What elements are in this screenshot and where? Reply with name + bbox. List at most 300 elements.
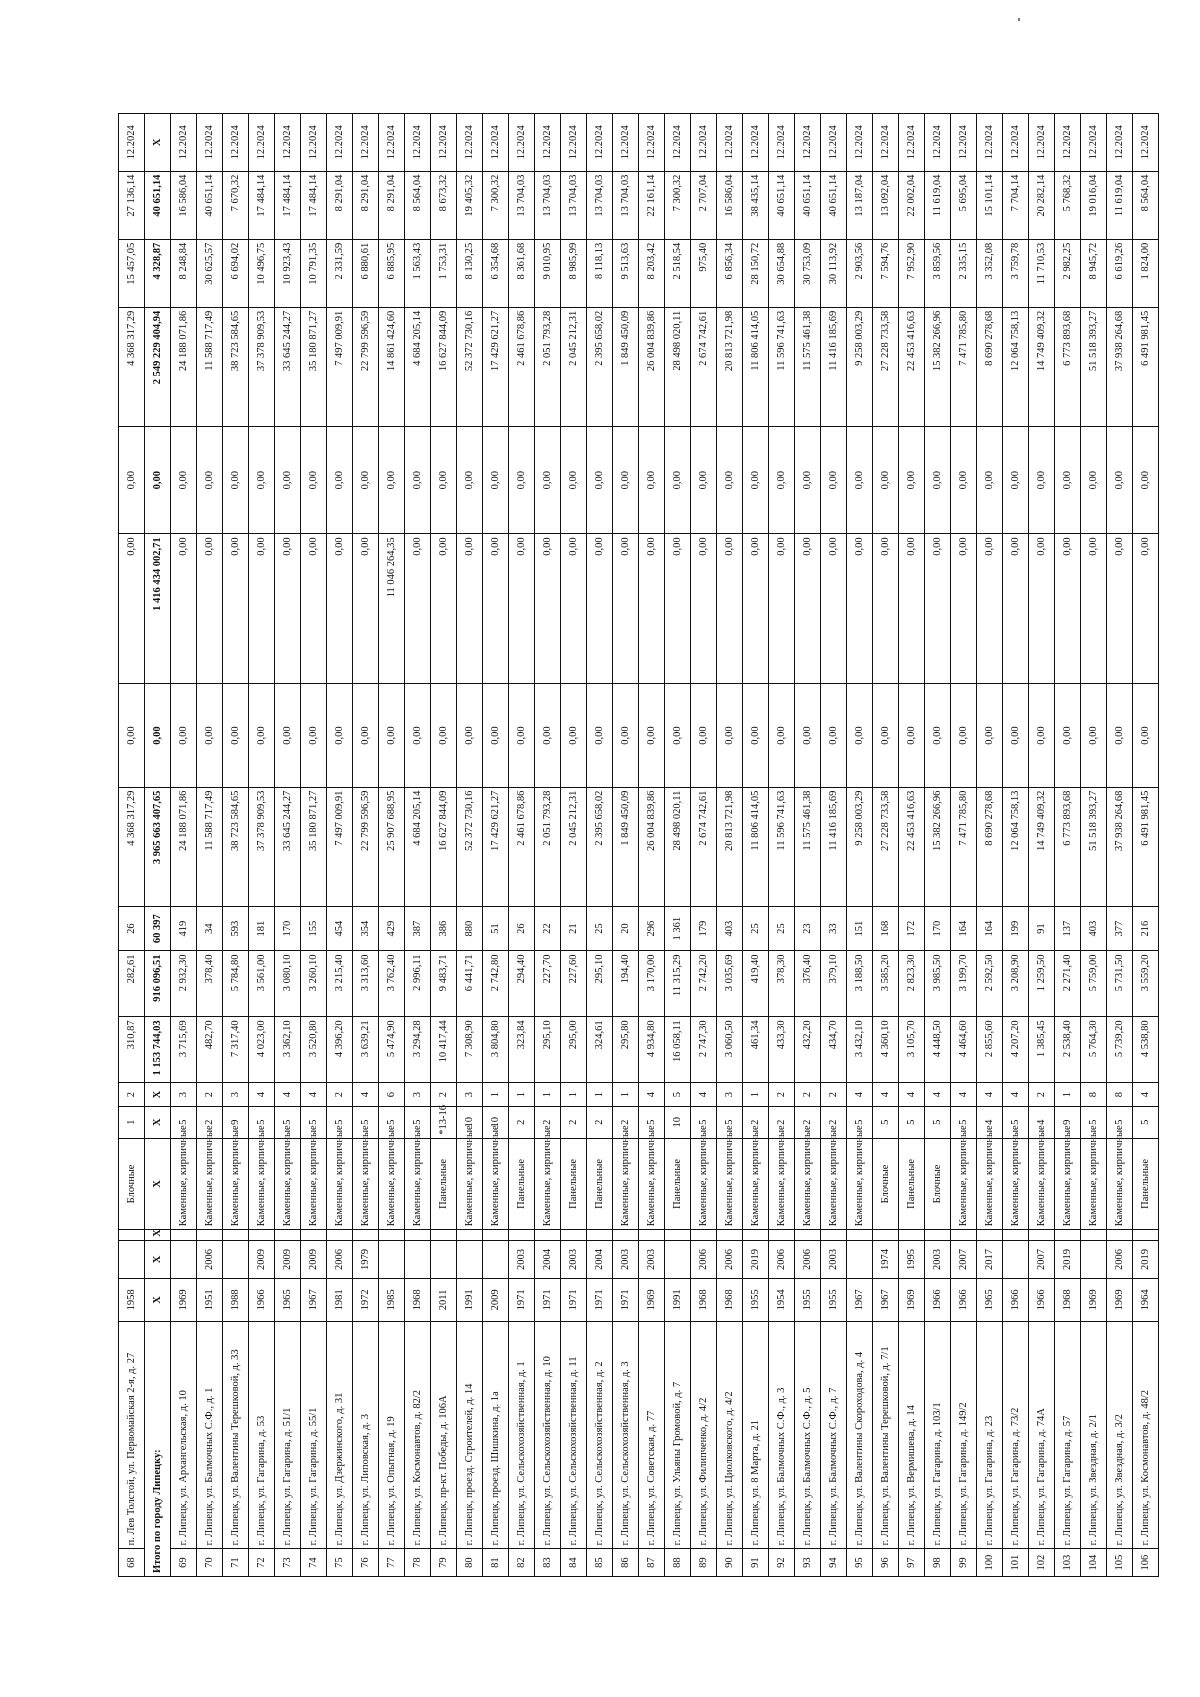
table-cell: 5 bbox=[639, 1106, 665, 1138]
table-cell: 2 bbox=[535, 1106, 561, 1138]
table-cell: 0,00 bbox=[977, 426, 1003, 533]
address-cell: г. Липецк, ул. Звездная, д. 3/2 bbox=[1107, 1321, 1133, 1549]
table-cell: 5 bbox=[951, 1106, 977, 1138]
table-cell: 4 207,20 bbox=[1003, 1017, 1029, 1083]
table-cell: 916 096,51 bbox=[145, 951, 171, 1017]
table-cell: 0,00 bbox=[1107, 684, 1133, 787]
address-cell: г. Липецк, ул. Ульяны Громовой, д. 7 bbox=[665, 1321, 691, 1549]
table-cell: 0,00 bbox=[847, 534, 873, 684]
table-cell: 403 bbox=[1081, 906, 1107, 951]
table-cell: Каменные, кирпичные bbox=[223, 1138, 249, 1230]
table-cell: 0,00 bbox=[951, 684, 977, 787]
table-cell: 0,00 bbox=[925, 684, 951, 787]
table-cell: Каменные, кирпичные bbox=[1029, 1138, 1055, 1230]
table-cell: 0,00 bbox=[1029, 684, 1055, 787]
row-number-cell: 97 bbox=[899, 1549, 925, 1577]
table-cell: 0,00 bbox=[587, 684, 613, 787]
table-cell: 0,00 bbox=[743, 684, 769, 787]
table-cell: 6 441,71 bbox=[457, 951, 483, 1017]
table-cell: 8 690 278,68 bbox=[977, 787, 1003, 906]
table-cell: 1968 bbox=[1055, 1279, 1081, 1322]
table-cell: 7 704,14 bbox=[1003, 171, 1029, 239]
table-cell: 51 518 393,27 bbox=[1081, 307, 1107, 426]
table-cell: 5 bbox=[301, 1106, 327, 1138]
table-cell: 0,00 bbox=[379, 426, 405, 533]
table-row bbox=[327, 114, 353, 1577]
table-cell: 0,00 bbox=[717, 426, 743, 533]
table-row bbox=[561, 114, 587, 1577]
table-cell: 4 023,00 bbox=[249, 1017, 275, 1083]
table-cell: 3 762,40 bbox=[379, 951, 405, 1017]
address-cell: г. Липецк, ул. Гагарина, д. 74А bbox=[1029, 1321, 1055, 1549]
table-cell: 3 208,90 bbox=[1003, 951, 1029, 1017]
table-cell: 9 483,71 bbox=[431, 951, 457, 1017]
table-cell: 4 bbox=[873, 1083, 899, 1106]
table-cell: 5 bbox=[353, 1106, 379, 1138]
table-cell: 8 bbox=[1107, 1083, 1133, 1106]
table-cell: 5 bbox=[925, 1106, 951, 1138]
table-cell: 11 619,04 bbox=[925, 171, 951, 239]
table-cell: 0,00 bbox=[197, 534, 223, 684]
table-cell bbox=[379, 1230, 405, 1241]
table-cell: 20 282,14 bbox=[1029, 171, 1055, 239]
table-cell: 8 673,32 bbox=[431, 171, 457, 239]
table-cell: 27 228 733,58 bbox=[873, 307, 899, 426]
address-cell: г. Липецк, ул. 8 Марта, д. 21 bbox=[743, 1321, 769, 1549]
table-cell: 2003 bbox=[561, 1240, 587, 1278]
table-cell: Каменные, кирпичные bbox=[249, 1138, 275, 1230]
table-cell: Каменные, кирпичные bbox=[847, 1138, 873, 1230]
table-cell: 5 bbox=[1107, 1106, 1133, 1138]
table-cell: 1967 bbox=[873, 1279, 899, 1322]
table-cell bbox=[223, 1230, 249, 1241]
table-cell: 1991 bbox=[665, 1279, 691, 1322]
table-cell: 3 294,28 bbox=[405, 1017, 431, 1083]
table-cell: 295,80 bbox=[613, 1017, 639, 1083]
table-cell: 0,00 bbox=[769, 426, 795, 533]
table-cell: 0,00 bbox=[977, 684, 1003, 787]
table-cell: 11 596 741,63 bbox=[769, 787, 795, 906]
table-cell bbox=[717, 1230, 743, 1241]
table-row bbox=[1107, 114, 1133, 1577]
table-cell: 2 051 793,28 bbox=[535, 787, 561, 906]
table-cell: X bbox=[145, 114, 171, 172]
table-cell bbox=[275, 1230, 301, 1241]
table-cell: 0,00 bbox=[1081, 534, 1107, 684]
table-cell: 216 bbox=[1133, 906, 1159, 951]
table-cell: 1955 bbox=[821, 1279, 847, 1322]
table-cell: 880 bbox=[457, 906, 483, 951]
table-cell: Каменные, кирпичные bbox=[327, 1138, 353, 1230]
table-cell: 12.2024 bbox=[197, 114, 223, 172]
table-cell: 168 bbox=[873, 906, 899, 951]
table-cell: 1966 bbox=[925, 1279, 951, 1322]
table-cell: 181 bbox=[249, 906, 275, 951]
table-cell: X bbox=[145, 1138, 171, 1230]
table-cell bbox=[353, 1230, 379, 1241]
table-cell: 40 651,14 bbox=[145, 171, 171, 239]
table-row bbox=[821, 114, 847, 1577]
table-cell: 0,00 bbox=[1055, 684, 1081, 787]
table-cell: Каменные, кирпичные bbox=[977, 1138, 1003, 1230]
table-cell: 1995 bbox=[899, 1240, 925, 1278]
row-number-cell: 106 bbox=[1133, 1549, 1159, 1577]
table-row bbox=[977, 114, 1003, 1577]
table-cell: 2009 bbox=[249, 1240, 275, 1278]
address-cell: г. Липецк, ул. Космонавтов, д. 48/2 bbox=[1133, 1321, 1159, 1549]
table-cell: 12.2024 bbox=[977, 114, 1003, 172]
table-cell bbox=[821, 1230, 847, 1241]
table-cell: Каменные, кирпичные bbox=[275, 1138, 301, 1230]
table-cell: 1 bbox=[119, 1106, 145, 1138]
table-cell: 12.2024 bbox=[535, 114, 561, 172]
table-cell: 33 bbox=[821, 906, 847, 951]
table-cell: 5 739,20 bbox=[1107, 1017, 1133, 1083]
table-cell: 4 538,80 bbox=[1133, 1017, 1159, 1083]
table-cell: 19 405,32 bbox=[457, 171, 483, 239]
table-cell: 13 704,03 bbox=[561, 171, 587, 239]
table-cell: 0,00 bbox=[899, 534, 925, 684]
table-cell: 0,00 bbox=[327, 426, 353, 533]
table-cell: 4 bbox=[691, 1083, 717, 1106]
table-cell bbox=[1081, 1230, 1107, 1241]
table-cell: 1968 bbox=[405, 1279, 431, 1322]
table-cell: 0,00 bbox=[327, 534, 353, 684]
table-cell: 0,00 bbox=[743, 426, 769, 533]
address-cell: г. Липецк, ул. Циолковского, д. 4/2 bbox=[717, 1321, 743, 1549]
table-cell: 1 753,31 bbox=[431, 239, 457, 307]
table-cell: 13 092,04 bbox=[873, 171, 899, 239]
table-row bbox=[145, 114, 171, 1577]
table-cell: 11 575 461,38 bbox=[795, 307, 821, 426]
table-cell: 8 564,04 bbox=[405, 171, 431, 239]
table-cell: 2 bbox=[431, 1083, 457, 1106]
table-cell: 294,40 bbox=[509, 951, 535, 1017]
table-cell: 2 707,04 bbox=[691, 171, 717, 239]
table-row bbox=[379, 114, 405, 1577]
table-cell: 2 bbox=[561, 1106, 587, 1138]
table-cell: 12.2024 bbox=[301, 114, 327, 172]
table-cell: Каменные, кирпичные bbox=[717, 1138, 743, 1230]
table-cell: 2 518,54 bbox=[665, 239, 691, 307]
table-cell: 4 bbox=[353, 1083, 379, 1106]
table-cell: 0,00 bbox=[301, 684, 327, 787]
table-cell: 17 484,14 bbox=[301, 171, 327, 239]
row-number-cell: 98 bbox=[925, 1549, 951, 1577]
table-cell: 4 464,60 bbox=[951, 1017, 977, 1083]
table-cell: 5 bbox=[379, 1106, 405, 1138]
table-cell: 12 064 758,13 bbox=[1003, 307, 1029, 426]
row-number-cell: 84 bbox=[561, 1549, 587, 1577]
table-row bbox=[769, 114, 795, 1577]
table-cell: 11 596 741,63 bbox=[769, 307, 795, 426]
address-cell: г. Липецк, ул. Звездная, д. 2/1 bbox=[1081, 1321, 1107, 1549]
table-cell: 0,00 bbox=[691, 534, 717, 684]
table-cell: 3 080,10 bbox=[275, 951, 301, 1017]
table-cell: 432,20 bbox=[795, 1017, 821, 1083]
table-cell: 0,00 bbox=[535, 534, 561, 684]
row-number-cell: 102 bbox=[1029, 1549, 1055, 1577]
table-cell: 5 bbox=[717, 1106, 743, 1138]
table-cell: 1 385,45 bbox=[1029, 1017, 1055, 1083]
table-cell: 3 035,69 bbox=[717, 951, 743, 1017]
table-cell: 1966 bbox=[249, 1279, 275, 1322]
table-row bbox=[665, 114, 691, 1577]
table-cell: 310,87 bbox=[119, 1017, 145, 1083]
row-number-cell: 100 bbox=[977, 1549, 1003, 1577]
table-cell: 0,00 bbox=[431, 684, 457, 787]
row-number-cell: 70 bbox=[197, 1549, 223, 1577]
table-cell bbox=[457, 1240, 483, 1278]
table-cell: 0,00 bbox=[1081, 684, 1107, 787]
address-cell: г. Липецк, ул. Вермишева, д. 14 bbox=[899, 1321, 925, 1549]
table-cell: 26 004 839,86 bbox=[639, 787, 665, 906]
table-cell: Каменные, кирпичные bbox=[1081, 1138, 1107, 1230]
table-cell: 28 150,72 bbox=[743, 239, 769, 307]
table-cell: 2 461 678,86 bbox=[509, 307, 535, 426]
table-cell: 0,00 bbox=[483, 534, 509, 684]
table-cell: 12.2024 bbox=[1003, 114, 1029, 172]
table-cell: 17 484,14 bbox=[249, 171, 275, 239]
table-cell: 378,30 bbox=[769, 951, 795, 1017]
table-cell: 2006 bbox=[327, 1240, 353, 1278]
row-number-cell: 79 bbox=[431, 1549, 457, 1577]
table-cell: 199 bbox=[1003, 906, 1029, 951]
table-cell: 17 484,14 bbox=[275, 171, 301, 239]
row-number-cell: 89 bbox=[691, 1549, 717, 1577]
table-row bbox=[587, 114, 613, 1577]
table-cell: 0,00 bbox=[1029, 426, 1055, 533]
table-cell: Каменные, кирпичные bbox=[769, 1138, 795, 1230]
table-cell: 0,00 bbox=[821, 534, 847, 684]
table-cell: 11 416 185,69 bbox=[821, 307, 847, 426]
table-cell: 11 588 717,49 bbox=[197, 307, 223, 426]
table-row bbox=[951, 114, 977, 1577]
table-cell: 0,00 bbox=[431, 534, 457, 684]
housing-register-table bbox=[118, 113, 1159, 1577]
address-cell: г. Липецк, ул. Гагарина, д. 73/2 bbox=[1003, 1321, 1029, 1549]
table-cell: 11 575 461,38 bbox=[795, 787, 821, 906]
table-cell: 12.2024 bbox=[847, 114, 873, 172]
table-cell: 170 bbox=[275, 906, 301, 951]
table-cell: 12.2024 bbox=[665, 114, 691, 172]
table-cell: 2003 bbox=[613, 1240, 639, 1278]
table-cell: 2003 bbox=[925, 1240, 951, 1278]
table-cell: 975,40 bbox=[691, 239, 717, 307]
row-number-cell: 74 bbox=[301, 1549, 327, 1577]
table-cell: 433,30 bbox=[769, 1017, 795, 1083]
table-cell: 12.2024 bbox=[951, 114, 977, 172]
table-cell bbox=[1055, 1230, 1081, 1241]
table-cell: X bbox=[145, 1240, 171, 1278]
table-cell: 1964 bbox=[1133, 1279, 1159, 1322]
table-cell: 2009 bbox=[275, 1240, 301, 1278]
table-cell: 0,00 bbox=[873, 534, 899, 684]
table-cell: 454 bbox=[327, 906, 353, 951]
table-cell: 11 046 264,35 bbox=[379, 534, 405, 684]
row-number-cell: 73 bbox=[275, 1549, 301, 1577]
table-cell: 5 bbox=[665, 1083, 691, 1106]
table-cell bbox=[665, 1240, 691, 1278]
table-cell: X bbox=[145, 1230, 171, 1241]
table-cell: 2 982,25 bbox=[1055, 239, 1081, 307]
table-cell: 3 585,20 bbox=[873, 951, 899, 1017]
table-cell: 3 432,10 bbox=[847, 1017, 873, 1083]
table-cell: Каменные, кирпичные bbox=[1107, 1138, 1133, 1230]
table-cell: 0,00 bbox=[1133, 426, 1159, 533]
address-cell: г. Липецк, ул. Сельскохозяйственная, д. 1 bbox=[509, 1321, 535, 1549]
table-cell: 4 bbox=[977, 1106, 1003, 1138]
table-cell: 9 010,95 bbox=[535, 239, 561, 307]
table-row bbox=[1081, 114, 1107, 1577]
table-cell: 40 651,14 bbox=[197, 171, 223, 239]
table-cell: 6 773 893,68 bbox=[1055, 787, 1081, 906]
address-cell: г. Липецк, ул. Балмочных С.Ф., д. 7 bbox=[821, 1321, 847, 1549]
table-body bbox=[119, 114, 1159, 1577]
table-cell: 0,00 bbox=[613, 534, 639, 684]
table-cell: 8 361,68 bbox=[509, 239, 535, 307]
table-cell: 0,00 bbox=[483, 426, 509, 533]
table-cell: 296 bbox=[639, 906, 665, 951]
table-cell: 0,00 bbox=[119, 426, 145, 533]
table-cell: 3 260,10 bbox=[301, 951, 327, 1017]
table-cell: 2 bbox=[327, 1083, 353, 1106]
table-cell bbox=[951, 1230, 977, 1241]
table-cell: 12.2024 bbox=[925, 114, 951, 172]
table-cell: 2 674 742,61 bbox=[691, 787, 717, 906]
table-cell: 6 354,68 bbox=[483, 239, 509, 307]
table-cell: 2 395 658,02 bbox=[587, 787, 613, 906]
table-cell: 1968 bbox=[717, 1279, 743, 1322]
table-cell: 2 bbox=[197, 1106, 223, 1138]
table-cell: 1958 bbox=[119, 1279, 145, 1322]
table-row bbox=[899, 114, 925, 1577]
table-cell: 14 749 409,32 bbox=[1029, 787, 1055, 906]
table-cell: 12.2024 bbox=[119, 114, 145, 172]
table-cell: 0,00 bbox=[873, 426, 899, 533]
table-cell: 22 799 596,59 bbox=[353, 307, 379, 426]
table-cell bbox=[457, 1230, 483, 1241]
table-cell: 0,00 bbox=[223, 534, 249, 684]
table-cell: 12.2024 bbox=[587, 114, 613, 172]
table-cell bbox=[691, 1230, 717, 1241]
table-cell: 0,00 bbox=[925, 426, 951, 533]
address-cell: г. Липецк, ул. Гагарина, д. 51/1 bbox=[275, 1321, 301, 1549]
table-cell: 8 690 278,68 bbox=[977, 307, 1003, 426]
table-cell: 0,00 bbox=[795, 426, 821, 533]
table-cell: 3 188,50 bbox=[847, 951, 873, 1017]
table-cell: 10 417,44 bbox=[431, 1017, 457, 1083]
table-cell: 0,00 bbox=[535, 426, 561, 533]
table-cell: 0,00 bbox=[613, 684, 639, 787]
table-cell bbox=[873, 1230, 899, 1241]
table-cell: 1 824,00 bbox=[1133, 239, 1159, 307]
table-cell: 30 753,09 bbox=[795, 239, 821, 307]
table-cell: 1968 bbox=[691, 1279, 717, 1322]
table-cell: 0,00 bbox=[197, 426, 223, 533]
table-cell: 1965 bbox=[977, 1279, 1003, 1322]
table-cell: 482,70 bbox=[197, 1017, 223, 1083]
table-cell: 38 435,14 bbox=[743, 171, 769, 239]
table-cell: 4 bbox=[951, 1083, 977, 1106]
table-cell: 2 996,11 bbox=[405, 951, 431, 1017]
table-cell: 8 564,04 bbox=[1133, 171, 1159, 239]
table-cell: 8 291,04 bbox=[379, 171, 405, 239]
address-cell: г. Липецк, проезд. Шишкина, д. 1а bbox=[483, 1321, 509, 1549]
table-cell: 2009 bbox=[483, 1279, 509, 1322]
table-cell: 1974 bbox=[873, 1240, 899, 1278]
table-cell: 8 291,04 bbox=[327, 171, 353, 239]
table-cell: 386 bbox=[431, 906, 457, 951]
table-cell: 0,00 bbox=[509, 534, 535, 684]
table-cell: 0,00 bbox=[639, 534, 665, 684]
table-cell: 0,00 bbox=[847, 426, 873, 533]
table-cell: 2 bbox=[821, 1106, 847, 1138]
table-cell: 8 248,84 bbox=[171, 239, 197, 307]
table-cell: 0,00 bbox=[1133, 684, 1159, 787]
row-number-cell: 95 bbox=[847, 1549, 873, 1577]
table-cell: 19 016,04 bbox=[1081, 171, 1107, 239]
table-cell: 2 742,20 bbox=[691, 951, 717, 1017]
table-cell: 1 416 434 002,71 bbox=[145, 534, 171, 684]
table-cell: 4 bbox=[899, 1083, 925, 1106]
row-number-cell: 99 bbox=[951, 1549, 977, 1577]
table-cell: 0,00 bbox=[665, 684, 691, 787]
table-cell: 2 051 793,28 bbox=[535, 307, 561, 426]
row-number-cell: 68 bbox=[119, 1549, 145, 1577]
table-cell: 0,00 bbox=[665, 426, 691, 533]
table-cell: 0,00 bbox=[223, 684, 249, 787]
table-cell: 12.2024 bbox=[1081, 114, 1107, 172]
table-cell: 52 372 730,16 bbox=[457, 307, 483, 426]
table-cell: X bbox=[145, 1083, 171, 1106]
table-cell: 22 799 596,59 bbox=[353, 787, 379, 906]
table-cell: 0,00 bbox=[249, 534, 275, 684]
table-cell: 12.2024 bbox=[613, 114, 639, 172]
table-cell: 20 bbox=[613, 906, 639, 951]
table-cell: 0,00 bbox=[795, 534, 821, 684]
table-cell: 1 bbox=[743, 1083, 769, 1106]
table-cell bbox=[171, 1230, 197, 1241]
table-cell: 0,00 bbox=[327, 684, 353, 787]
table-cell: X bbox=[145, 1279, 171, 1322]
row-number-cell: 91 bbox=[743, 1549, 769, 1577]
table-cell: Каменные, кирпичные bbox=[795, 1138, 821, 1230]
address-cell: г. Липецк, ул. Балмочных С.Ф., д. 5 bbox=[795, 1321, 821, 1549]
table-cell: 3 362,10 bbox=[275, 1017, 301, 1083]
row-number-cell: 92 bbox=[769, 1549, 795, 1577]
table-cell: 0,00 bbox=[405, 684, 431, 787]
table-cell: 37 938 264,68 bbox=[1107, 307, 1133, 426]
table-cell: 0,00 bbox=[821, 426, 847, 533]
table-cell: 0,00 bbox=[587, 534, 613, 684]
table-cell: 0,00 bbox=[639, 684, 665, 787]
table-row bbox=[431, 114, 457, 1577]
table-cell: 2 bbox=[795, 1083, 821, 1106]
table-cell: 0,00 bbox=[1107, 426, 1133, 533]
table-cell: 5 784,80 bbox=[223, 951, 249, 1017]
table-cell: 33 645 244,27 bbox=[275, 787, 301, 906]
table-cell: 2 045 212,31 bbox=[561, 307, 587, 426]
table-cell: 13 704,03 bbox=[535, 171, 561, 239]
table-cell: 12.2024 bbox=[431, 114, 457, 172]
table-cell: 1971 bbox=[587, 1279, 613, 1322]
table-cell: 21 bbox=[561, 906, 587, 951]
table-cell bbox=[535, 1230, 561, 1241]
table-cell: 377 bbox=[1107, 906, 1133, 951]
table-cell: Каменные, кирпичные bbox=[535, 1138, 561, 1230]
table-cell bbox=[847, 1240, 873, 1278]
